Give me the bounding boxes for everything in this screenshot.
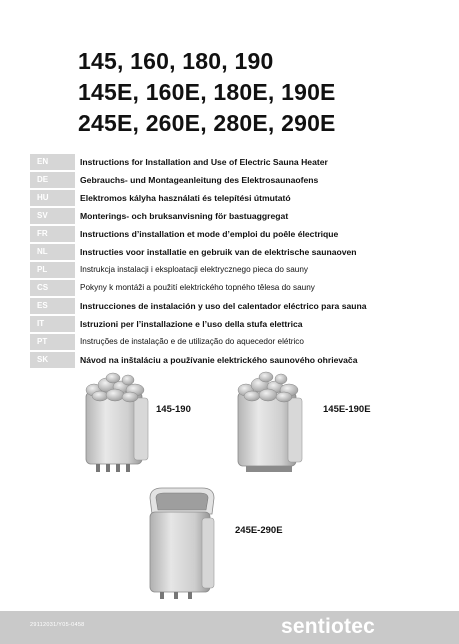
language-title: Elektromos kályha használati és telepítési útmutató [80, 193, 291, 203]
brand-logo: sentiotec [281, 615, 375, 638]
language-title: Instructions for Installation and Use of Electric Sauna Heater [80, 157, 328, 167]
language-title: Pokyny k montáži a použití elektrického topného tělesa do sauny [80, 283, 315, 292]
model-line-1: 145, 160, 180, 190 [78, 48, 274, 74]
language-title: Instructions d’installation et mode d’emploi du poêle électrique [80, 229, 339, 239]
language-list [0, 153, 459, 369]
language-code-tab: FR [30, 226, 75, 242]
language-code-tab: ES [30, 298, 75, 314]
language-code-tab: CS [30, 280, 75, 296]
language-row [0, 297, 459, 315]
language-title: Instrucciones de instalación y uso del calentador eléctrico para sauna [80, 301, 367, 311]
language-code-tab: NL [30, 244, 75, 260]
language-row [0, 243, 459, 261]
language-title: Monterings- och bruksanvisning för bastuaggregat [80, 211, 289, 221]
language-code-tab: SK [30, 352, 75, 368]
language-code-tab: IT [30, 316, 75, 332]
sauna-heater-icon [140, 484, 222, 602]
language-title: Instructies voor installatie en gebruik van de elektrische saunaoven [80, 247, 357, 257]
language-title: Instruções de instalação e de utilização do aquecedor elétrico [80, 337, 304, 346]
language-row [0, 207, 459, 225]
language-row [0, 351, 459, 369]
language-title: Istruzioni per l’installazione e l’uso della stufa elettrica [80, 319, 303, 329]
product-model-label: 245E-290E [235, 525, 283, 536]
language-code-tab: DE [30, 172, 75, 188]
product-model-label: 145E-190E [323, 404, 371, 415]
footer-bar [0, 611, 459, 644]
language-row [0, 189, 459, 207]
language-row [0, 261, 459, 279]
model-list-heading [78, 46, 336, 139]
language-code-tab: PT [30, 334, 75, 350]
language-title: Instrukcja instalacji i eksploatacji elektrycznego pieca do sauny [80, 265, 309, 274]
language-code-tab: PL [30, 262, 75, 278]
language-row [0, 333, 459, 351]
language-code-tab: SV [30, 208, 75, 224]
language-row [0, 279, 459, 297]
language-row [0, 153, 459, 171]
language-title: Návod na inštaláciu a používanie elektrického saunového ohrievača [80, 355, 358, 365]
language-title: Gebrauchs- und Montageanleitung des Elektrosaunaofens [80, 175, 319, 185]
model-line-3: 245E, 260E, 280E, 290E [78, 110, 336, 136]
product-model-label: 145-190 [156, 404, 191, 415]
document-code: 29112031/Y05-0458 [30, 622, 85, 628]
language-row [0, 315, 459, 333]
model-line-2: 145E, 160E, 180E, 190E [78, 79, 336, 105]
sauna-heater-icon [80, 372, 160, 476]
language-code-tab: EN [30, 154, 75, 170]
language-row [0, 225, 459, 243]
language-code-tab: HU [30, 190, 75, 206]
sauna-heater-icon [232, 370, 314, 476]
language-row [0, 171, 459, 189]
